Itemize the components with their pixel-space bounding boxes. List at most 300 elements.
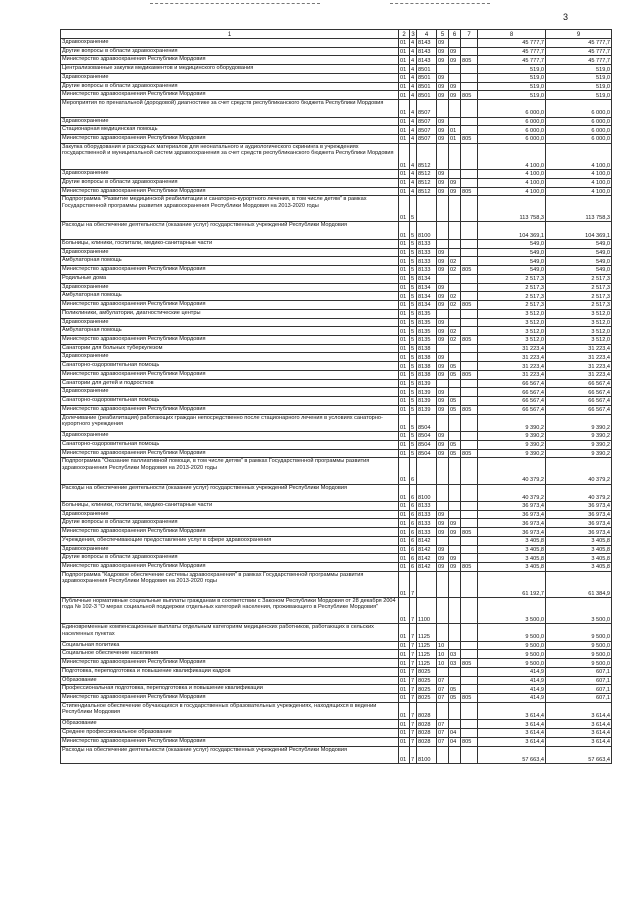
code-cell xyxy=(461,353,478,362)
code-cell: 5 xyxy=(410,432,417,441)
code-cell xyxy=(449,676,461,685)
amount-cell: 519,0 xyxy=(546,73,612,82)
code-cell: 805 xyxy=(461,528,478,537)
code-cell: 8142 xyxy=(417,536,437,545)
code-cell xyxy=(437,484,449,501)
code-cell: 8134 xyxy=(417,301,437,310)
code-cell: 8135 xyxy=(417,327,437,336)
row-name-cell: Централизованные закупки медикаментов и медицинского оборудования xyxy=(61,65,399,74)
table-row xyxy=(61,536,612,545)
row-name-cell: Министерство здравоохранения Республики Мордовия xyxy=(61,91,399,100)
amount-cell: 66 567,4 xyxy=(478,397,546,406)
row-name-cell: Министерство здравоохранения Республики Мордовия xyxy=(61,659,399,668)
amount-cell: 3 405,8 xyxy=(546,554,612,563)
row-name-cell: Санатории для детей и подростков xyxy=(61,379,399,388)
code-cell: 09 xyxy=(437,248,449,257)
code-cell xyxy=(449,641,461,650)
code-cell xyxy=(461,170,478,179)
amount-cell: 45 777,7 xyxy=(546,39,612,48)
code-cell xyxy=(449,309,461,318)
amount-cell: 6 000,0 xyxy=(478,100,546,117)
code-cell xyxy=(449,571,461,597)
column-header: 1 xyxy=(61,30,399,39)
table-row xyxy=(61,598,612,624)
code-cell: 6 xyxy=(410,519,417,528)
amount-cell: 2 517,3 xyxy=(546,301,612,310)
table-row xyxy=(61,222,612,239)
table-row xyxy=(61,510,612,519)
amount-cell: 519,0 xyxy=(478,73,546,82)
row-name-cell: Министерство здравоохранения Республики Мордовия xyxy=(61,449,399,458)
code-cell: 8133 xyxy=(417,257,437,266)
code-cell: 8143 xyxy=(417,47,437,56)
code-cell: 01 xyxy=(399,135,410,144)
code-cell: 03 xyxy=(449,659,461,668)
code-cell xyxy=(461,501,478,510)
amount-cell: 3 512,0 xyxy=(546,309,612,318)
row-name-cell: Подпрограмма "Оказание паллиативной помощи, в том числе детям" в рамках Государственной программы развития здравоохранения Республики Мордовия на 2013-2020 годы xyxy=(61,458,399,484)
table-row xyxy=(61,379,612,388)
amount-cell: 3 614,4 xyxy=(478,729,546,738)
code-cell: 02 xyxy=(449,336,461,345)
code-cell: 01 xyxy=(399,239,410,248)
code-cell: 01 xyxy=(399,274,410,283)
row-name-cell: Здравоохранение xyxy=(61,353,399,362)
code-cell: 8133 xyxy=(417,266,437,275)
amount-cell: 45 777,7 xyxy=(478,47,546,56)
code-cell: 09 xyxy=(437,370,449,379)
code-cell: 805 xyxy=(461,187,478,196)
code-cell xyxy=(461,388,478,397)
row-name-cell: Министерство здравоохранения Республики Мордовия xyxy=(61,370,399,379)
code-cell xyxy=(461,519,478,528)
code-cell: 01 xyxy=(399,598,410,624)
code-cell: 01 xyxy=(399,536,410,545)
code-cell: 8133 xyxy=(417,519,437,528)
amount-cell: 519,0 xyxy=(478,82,546,91)
code-cell: 8504 xyxy=(417,440,437,449)
code-cell: 01 xyxy=(399,414,410,431)
code-cell: 01 xyxy=(399,510,410,519)
amount-cell: 9 390,2 xyxy=(546,414,612,431)
code-cell: 8100 xyxy=(417,746,437,763)
table-row xyxy=(61,178,612,187)
code-cell xyxy=(417,571,437,597)
amount-cell: 31 223,4 xyxy=(546,370,612,379)
code-cell: 01 xyxy=(399,545,410,554)
amount-cell: 3 614,4 xyxy=(478,737,546,746)
code-cell: 01 xyxy=(399,100,410,117)
code-cell: 1125 xyxy=(417,641,437,650)
amount-cell: 3 405,8 xyxy=(546,545,612,554)
code-cell: 8028 xyxy=(417,729,437,738)
amount-cell: 6 000,0 xyxy=(478,117,546,126)
amount-cell: 45 777,7 xyxy=(546,47,612,56)
row-name-cell: Здравоохранение xyxy=(61,388,399,397)
amount-cell: 36 973,4 xyxy=(478,519,546,528)
code-cell: 8135 xyxy=(417,309,437,318)
row-name-cell: Амбулаторная помощь xyxy=(61,257,399,266)
row-name-cell: Закупка оборудования и расходных материалов для неонатального и аудиологического скрининга в учреждениях государственной и муниципальной систем здравоохранения за счет средств республиканского бюджета Республики Мордовия xyxy=(61,143,399,169)
amount-cell: 9 500,0 xyxy=(546,650,612,659)
table-row xyxy=(61,667,612,676)
code-cell: 4 xyxy=(410,143,417,169)
code-cell xyxy=(437,571,449,597)
amount-cell: 31 223,4 xyxy=(478,353,546,362)
row-name-cell: Среднее профессиональное образование xyxy=(61,729,399,738)
code-cell xyxy=(437,379,449,388)
code-cell: 01 xyxy=(399,196,410,222)
code-cell xyxy=(461,274,478,283)
code-cell: 01 xyxy=(399,47,410,56)
row-name-cell: Здравоохранение xyxy=(61,73,399,82)
row-name-cell: Учреждения, обеспечивающие предоставление услуг в сфере здравоохранения xyxy=(61,536,399,545)
code-cell xyxy=(461,143,478,169)
amount-cell: 6 000,0 xyxy=(478,135,546,144)
code-cell: 7 xyxy=(410,720,417,729)
code-cell: 805 xyxy=(461,449,478,458)
table-row xyxy=(61,563,612,572)
row-name-cell: Стационарная медицинская помощь xyxy=(61,126,399,135)
code-cell: 09 xyxy=(449,47,461,56)
code-cell: 6 xyxy=(410,501,417,510)
amount-cell: 31 223,4 xyxy=(478,370,546,379)
amount-cell: 66 567,4 xyxy=(478,405,546,414)
amount-cell: 3 500,0 xyxy=(546,598,612,624)
table-body xyxy=(61,39,612,764)
amount-cell: 3 405,8 xyxy=(478,545,546,554)
code-cell: 05 xyxy=(449,440,461,449)
amount-cell: 607,1 xyxy=(546,685,612,694)
code-cell: 01 xyxy=(399,685,410,694)
code-cell xyxy=(461,178,478,187)
scan-line-left xyxy=(150,3,320,5)
amount-cell: 57 663,4 xyxy=(546,746,612,763)
amount-cell: 9 500,0 xyxy=(478,641,546,650)
table-row xyxy=(61,501,612,510)
code-cell: 09 xyxy=(437,56,449,65)
amount-cell: 3 512,0 xyxy=(546,336,612,345)
code-cell: 01 xyxy=(399,126,410,135)
code-cell xyxy=(417,458,437,484)
code-cell: 05 xyxy=(449,694,461,703)
amount-cell: 414,9 xyxy=(478,667,546,676)
table-row xyxy=(61,196,612,222)
code-cell: 8512 xyxy=(417,143,437,169)
amount-cell: 607,1 xyxy=(546,676,612,685)
table-row xyxy=(61,571,612,597)
code-cell: 05 xyxy=(449,362,461,371)
code-cell: 07 xyxy=(437,737,449,746)
amount-cell: 57 663,4 xyxy=(478,746,546,763)
row-name-cell: Здравоохранение xyxy=(61,318,399,327)
amount-cell: 36 973,4 xyxy=(546,501,612,510)
row-name-cell: Министерство здравоохранения Республики Мордовия xyxy=(61,301,399,310)
code-cell: 8507 xyxy=(417,135,437,144)
code-cell: 01 xyxy=(399,720,410,729)
code-cell: 01 xyxy=(399,694,410,703)
code-cell: 09 xyxy=(437,318,449,327)
row-name-cell: Другие вопросы в области здравоохранения xyxy=(61,554,399,563)
amount-cell: 3 405,8 xyxy=(478,554,546,563)
table-row xyxy=(61,353,612,362)
code-cell: 05 xyxy=(449,449,461,458)
code-cell: 1100 xyxy=(417,598,437,624)
code-cell xyxy=(437,65,449,74)
column-header: 6 xyxy=(449,30,461,39)
code-cell: 01 xyxy=(399,659,410,668)
code-cell: 805 xyxy=(461,336,478,345)
code-cell: 8133 xyxy=(417,510,437,519)
column-header: 8 xyxy=(478,30,546,39)
table-row xyxy=(61,274,612,283)
code-cell xyxy=(461,397,478,406)
code-cell xyxy=(449,484,461,501)
row-name-cell: Больницы, клиники, госпитали, медико-санитарные части xyxy=(61,501,399,510)
table-row xyxy=(61,685,612,694)
code-cell xyxy=(461,624,478,641)
code-cell: 8133 xyxy=(417,528,437,537)
amount-cell: 3 512,0 xyxy=(478,309,546,318)
amount-cell: 549,0 xyxy=(478,266,546,275)
table-row xyxy=(61,301,612,310)
code-cell xyxy=(461,650,478,659)
column-header: 4 xyxy=(417,30,437,39)
code-cell: 01 xyxy=(399,650,410,659)
table-row xyxy=(61,248,612,257)
column-header-row xyxy=(61,30,612,39)
code-cell: 04 xyxy=(449,729,461,738)
code-cell: 8028 xyxy=(417,720,437,729)
amount-cell: 3 614,4 xyxy=(478,720,546,729)
code-cell xyxy=(461,318,478,327)
code-cell xyxy=(449,720,461,729)
row-name-cell: Здравоохранение xyxy=(61,510,399,519)
table-row xyxy=(61,528,612,537)
code-cell xyxy=(449,432,461,441)
code-cell xyxy=(461,510,478,519)
amount-cell: 36 973,4 xyxy=(546,510,612,519)
row-name-cell: Министерство здравоохранения Республики Мордовия xyxy=(61,405,399,414)
code-cell: 6 xyxy=(410,528,417,537)
code-cell xyxy=(437,624,449,641)
amount-cell: 113 758,3 xyxy=(478,196,546,222)
code-cell xyxy=(461,414,478,431)
code-cell: 5 xyxy=(410,266,417,275)
code-cell: 7 xyxy=(410,641,417,650)
row-name-cell: Здравоохранение xyxy=(61,283,399,292)
code-cell: 5 xyxy=(410,370,417,379)
amount-cell: 36 973,4 xyxy=(478,528,546,537)
code-cell: 01 xyxy=(399,729,410,738)
code-cell: 7 xyxy=(410,685,417,694)
amount-cell: 4 100,0 xyxy=(478,178,546,187)
table-row xyxy=(61,266,612,275)
table-row xyxy=(61,344,612,353)
code-cell: 5 xyxy=(410,344,417,353)
amount-cell: 104 369,1 xyxy=(546,222,612,239)
code-cell: 8100 xyxy=(417,222,437,239)
code-cell: 8507 xyxy=(417,117,437,126)
code-cell xyxy=(437,501,449,510)
code-cell: 01 xyxy=(399,397,410,406)
table-row xyxy=(61,737,612,746)
row-name-cell: Подпрограмма "Развитие медицинской реабилитации и санаторно-курортного лечения, в том числе детям" в рамках Государственной программы развития здравоохранения Республики Мордовия на 2013-2020 годы xyxy=(61,196,399,222)
code-cell: 09 xyxy=(437,563,449,572)
code-cell: 09 xyxy=(437,336,449,345)
table-row xyxy=(61,432,612,441)
code-cell: 8143 xyxy=(417,56,437,65)
code-cell: 805 xyxy=(461,91,478,100)
code-cell: 4 xyxy=(410,117,417,126)
code-cell: 805 xyxy=(461,405,478,414)
budget-table xyxy=(60,29,612,764)
code-cell: 8501 xyxy=(417,91,437,100)
row-name-cell: Расходы на обеспечение деятельности (оказание услуг) государственных учреждений Республики Мордовия xyxy=(61,222,399,239)
scan-line-right xyxy=(390,3,490,5)
amount-cell: 519,0 xyxy=(546,82,612,91)
code-cell xyxy=(437,274,449,283)
code-cell xyxy=(461,440,478,449)
amount-cell: 9 500,0 xyxy=(478,650,546,659)
code-cell: 8134 xyxy=(417,283,437,292)
amount-cell: 6 000,0 xyxy=(546,117,612,126)
table-row xyxy=(61,239,612,248)
code-cell: 5 xyxy=(410,274,417,283)
code-cell xyxy=(449,510,461,519)
code-cell: 07 xyxy=(437,694,449,703)
code-cell: 5 xyxy=(410,257,417,266)
amount-cell: 9 390,2 xyxy=(478,432,546,441)
amount-cell: 36 973,4 xyxy=(546,528,612,537)
code-cell: 4 xyxy=(410,187,417,196)
code-cell: 09 xyxy=(437,388,449,397)
code-cell xyxy=(449,143,461,169)
code-cell: 01 xyxy=(399,362,410,371)
code-cell xyxy=(449,598,461,624)
code-cell xyxy=(449,501,461,510)
code-cell: 02 xyxy=(449,257,461,266)
code-cell xyxy=(449,536,461,545)
amount-cell: 2 517,3 xyxy=(546,283,612,292)
code-cell: 09 xyxy=(437,283,449,292)
amount-cell: 31 223,4 xyxy=(546,362,612,371)
code-cell xyxy=(437,100,449,117)
code-cell: 8512 xyxy=(417,178,437,187)
code-cell: 1125 xyxy=(417,624,437,641)
code-cell: 5 xyxy=(410,196,417,222)
code-cell xyxy=(449,196,461,222)
code-cell xyxy=(449,353,461,362)
code-cell: 01 xyxy=(399,344,410,353)
amount-cell: 3 405,8 xyxy=(478,536,546,545)
code-cell xyxy=(461,239,478,248)
amount-cell: 9 390,2 xyxy=(546,449,612,458)
code-cell xyxy=(449,222,461,239)
code-cell: 05 xyxy=(449,405,461,414)
table-row xyxy=(61,405,612,414)
code-cell: 01 xyxy=(399,432,410,441)
row-name-cell: Единовременные компенсационные выплаты отдельным категориям медицинских работников, работающих в сельских населенных пунктах xyxy=(61,624,399,641)
code-cell xyxy=(461,257,478,266)
code-cell: 4 xyxy=(410,178,417,187)
code-cell: 10 xyxy=(437,641,449,650)
code-cell: 8100 xyxy=(417,484,437,501)
code-cell xyxy=(449,274,461,283)
table-row xyxy=(61,650,612,659)
code-cell xyxy=(461,47,478,56)
column-header: 7 xyxy=(461,30,478,39)
code-cell xyxy=(437,196,449,222)
code-cell: 01 xyxy=(399,91,410,100)
code-cell: 01 xyxy=(399,667,410,676)
code-cell xyxy=(461,292,478,301)
code-cell: 6 xyxy=(410,536,417,545)
code-cell xyxy=(461,746,478,763)
table-row xyxy=(61,73,612,82)
row-name-cell: Другие вопросы в области здравоохранения xyxy=(61,47,399,56)
code-cell: 4 xyxy=(410,47,417,56)
code-cell: 5 xyxy=(410,336,417,345)
amount-cell: 4 100,0 xyxy=(478,170,546,179)
code-cell: 09 xyxy=(437,405,449,414)
code-cell: 8028 xyxy=(417,737,437,746)
code-cell: 10 xyxy=(437,659,449,668)
amount-cell: 607,1 xyxy=(546,694,612,703)
code-cell: 09 xyxy=(449,56,461,65)
code-cell: 805 xyxy=(461,56,478,65)
code-cell xyxy=(461,82,478,91)
code-cell: 09 xyxy=(437,187,449,196)
amount-cell: 66 567,4 xyxy=(546,379,612,388)
amount-cell: 9 500,0 xyxy=(478,659,546,668)
code-cell: 8138 xyxy=(417,370,437,379)
column-header: 9 xyxy=(546,30,612,39)
code-cell: 01 xyxy=(399,82,410,91)
amount-cell: 6 000,0 xyxy=(478,126,546,135)
table-row xyxy=(61,458,612,484)
amount-cell: 9 390,2 xyxy=(478,414,546,431)
code-cell: 09 xyxy=(449,187,461,196)
table-row xyxy=(61,676,612,685)
amount-cell: 4 100,0 xyxy=(478,187,546,196)
table-row xyxy=(61,47,612,56)
code-cell: 8025 xyxy=(417,676,437,685)
code-cell xyxy=(449,379,461,388)
code-cell: 09 xyxy=(437,432,449,441)
row-name-cell: Санаторно-оздоровительная помощь xyxy=(61,440,399,449)
code-cell: 02 xyxy=(449,292,461,301)
code-cell: 01 xyxy=(399,519,410,528)
code-cell xyxy=(461,344,478,353)
amount-cell: 9 390,2 xyxy=(546,432,612,441)
code-cell: 01 xyxy=(399,746,410,763)
table-row xyxy=(61,91,612,100)
amount-cell: 2 517,3 xyxy=(546,274,612,283)
code-cell: 805 xyxy=(461,370,478,379)
code-cell: 09 xyxy=(449,563,461,572)
code-cell xyxy=(437,309,449,318)
amount-cell: 3 405,8 xyxy=(546,563,612,572)
code-cell: 09 xyxy=(437,47,449,56)
amount-cell: 31 223,4 xyxy=(546,344,612,353)
code-cell: 8501 xyxy=(417,82,437,91)
amount-cell: 113 758,3 xyxy=(546,196,612,222)
code-cell: 8512 xyxy=(417,170,437,179)
code-cell xyxy=(449,414,461,431)
code-cell: 01 xyxy=(399,170,410,179)
code-cell: 09 xyxy=(437,257,449,266)
